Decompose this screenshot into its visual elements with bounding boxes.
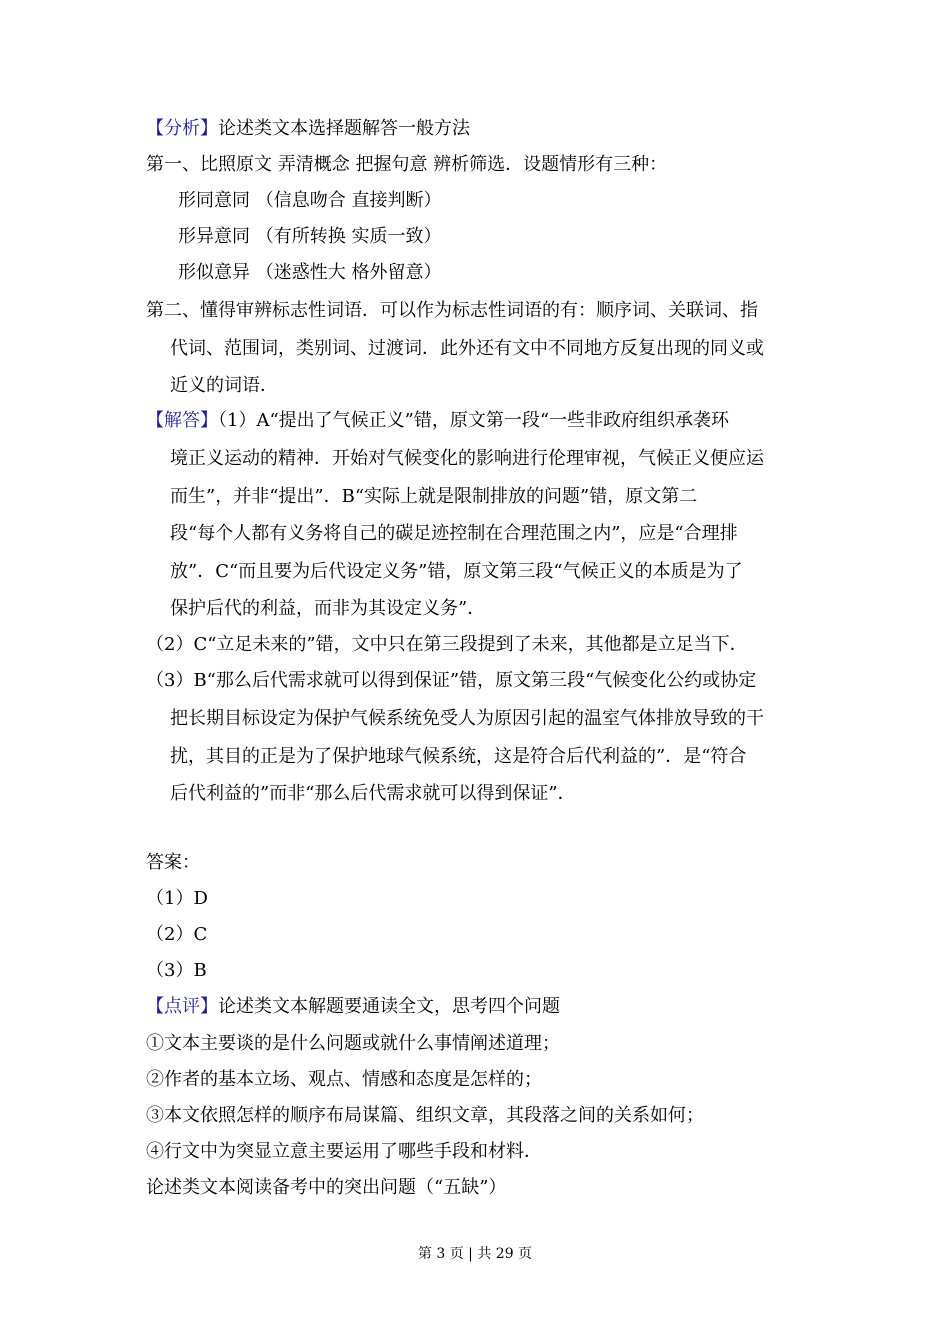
solution-q3-line-4: 后代利益的”而非“那么后代需求就可以得到保证”．: [170, 783, 576, 804]
solution-q3-line-2: 把长期目标设定为保护气候系统免受人为原因引起的温室气体排放导致的干: [170, 708, 764, 729]
solution-q3-line-1: （3）B“那么后代需求就可以得到保证”错，原文第三段“气候变化公约或协定: [146, 670, 757, 691]
analysis-form-1: 形同意同 （信息吻合 直接判断）: [178, 190, 442, 211]
analysis-step2-line-1: 第二、懂得审辨标志性词语．可以作为标志性词语的有：顺序词、关联词、指: [146, 300, 758, 321]
comment-point-3: ③本文依照怎样的顺序布局谋篇、组织文章，其段落之间的关系如何；: [146, 1105, 704, 1126]
comment-last: 论述类文本阅读备考中的突出问题（“五缺”）: [146, 1177, 507, 1198]
answer-item-2: （2）C: [146, 924, 208, 945]
comment-point-1: ①文本主要谈的是什么问题或就什么事情阐述道理；: [146, 1033, 560, 1054]
comment-point-2: ②作者的基本立场、观点、情感和态度是怎样的；: [146, 1069, 542, 1090]
analysis-intro: 论述类文本选择题解答一般方法: [218, 118, 470, 139]
analysis-heading: [146, 118, 470, 140]
answer-item-1: （1）D: [146, 888, 208, 909]
solution-q1-line-4: 段“每个人都有义务将自己的碳足迹控制在合理范围之内”，应是“合理排: [170, 523, 738, 544]
solution-q1-first: （1）A“提出了气候正义”错，原文第一段“一些非政府组织承袭环: [218, 410, 730, 431]
page-footer: 第 3 页 | 共 29 页: [417, 1246, 533, 1262]
analysis-form-3: 形似意异 （迷惑性大 格外留意）: [178, 262, 442, 283]
comment-tag: 【点评】: [146, 996, 218, 1017]
analysis-form-2: 形异意同 （有所转换 实质一致）: [178, 226, 442, 247]
solution-q1-line-5: 放”．C“而且要为后代设定义务”错，原文第三段“气候正义的本质是为了: [170, 561, 743, 582]
comment-intro: 论述类文本解题要通读全文，思考四个问题: [218, 996, 560, 1017]
answers-label: 答案：: [146, 852, 200, 873]
solution-q1-line-6: 保护后代的利益，而非为其设定义务”．: [170, 598, 486, 619]
comment-heading: [146, 996, 560, 1018]
solution-heading: [146, 410, 729, 432]
solution-q1-line-2: 境正义运动的精神．开始对气候变化的影响进行伦理审视，气候正义便应运: [170, 448, 764, 469]
analysis-step1: 第一、比照原文 弄清概念 把握句意 辨析筛选．设题情形有三种：: [146, 154, 668, 175]
answer-item-3: （3）B: [146, 960, 207, 981]
solution-q1-line-3: 而生”，并非“提出”．B“实际上就是限制排放的问题”错，原文第二: [170, 486, 698, 507]
analysis-step2-line-2: 代词、范围词，类别词、过渡词．此外还有文中不同地方反复出现的同义或: [170, 338, 764, 359]
analysis-tag: 【分析】: [146, 118, 218, 139]
analysis-step2-line-3: 近义的词语．: [170, 375, 278, 396]
solution-q3-line-3: 扰，其目的正是为了保护地球气候系统，这是符合后代利益的”．是“符合: [170, 746, 747, 767]
solution-q2: （2）C“立足未来的”错，文中只在第三段提到了未来，其他都是立足当下．: [146, 634, 748, 655]
solution-tag: 【解答】: [146, 410, 218, 431]
comment-point-4: ④行文中为突显立意主要运用了哪些手段和材料．: [146, 1141, 542, 1162]
